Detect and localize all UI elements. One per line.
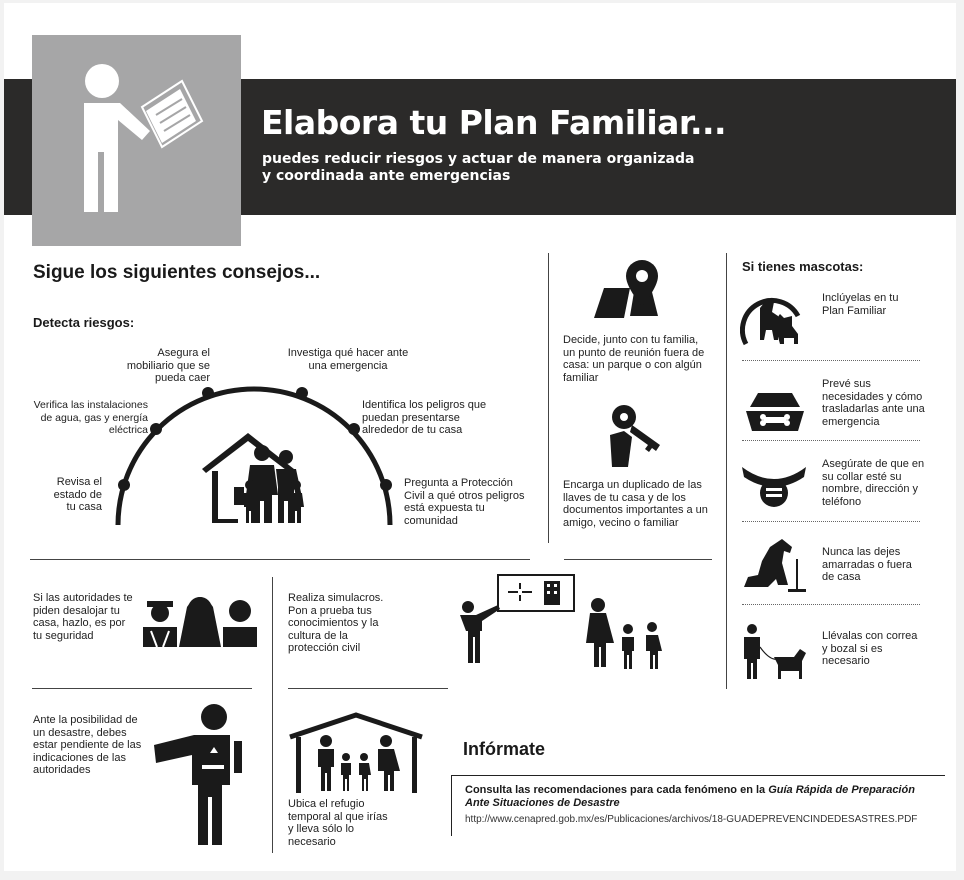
- mascota-item-3: Asegúrate de que en su collar esté su nombre, dirección y teléfono: [822, 458, 925, 508]
- mascota-divider-4: [742, 604, 920, 605]
- simulacros-text: Realiza simulacros. Pon a prueba tus conocimientos y la cultura de la protección civil: [288, 592, 384, 654]
- arc-item-5: Identifica los peligros que puedan presentarse alrededor de tu casa: [362, 399, 487, 436]
- consejos-heading: Sigue los siguientes consejos...: [33, 262, 321, 283]
- desalojar-text: Si las autoridades te piden desalojar tu casa, hazlo, es por tu seguridad: [33, 592, 133, 642]
- llaves-text: Encarga un duplicado de las llaves de tu casa y de los documentos importantes a un amigo, vecino o familiar: [563, 479, 708, 529]
- divider-h4: [288, 688, 448, 689]
- arc-item-2: Verifica las instalaciones de agua, gas y energía eléctrica: [33, 399, 148, 436]
- refugio-text: Ubica el refugio temporal al que irías y lleva sólo lo necesario: [288, 798, 388, 848]
- subtitle-line-1: puedes reducir riesgos y actuar de manera organizada: [262, 151, 695, 167]
- authority-signal-icon: [150, 703, 248, 845]
- key-tag-icon: [606, 403, 668, 471]
- sitting-dog-icon: [740, 537, 808, 599]
- reunion-text: Decide, junto con tu familia, un punto de reunión fuera de casa: un parque o con algún familiar: [563, 334, 705, 384]
- mascotas-heading: Si tienes mascotas:: [742, 259, 864, 274]
- mascota-item-5: Llévalas con correa y bozal si es necesario: [822, 630, 918, 667]
- detecta-heading: Detecta riesgos:: [33, 315, 135, 330]
- consult-text: [465, 784, 935, 810]
- family-icon: [582, 597, 674, 669]
- divider-h1: [30, 559, 530, 560]
- shelter-family-icon: [286, 711, 426, 795]
- page-subtitle: [262, 151, 694, 185]
- page-title: Elabora tu Plan Familiar...: [261, 103, 727, 142]
- pet-collar-icon: [740, 463, 808, 513]
- mascota-item-2: Prevé sus necesidades y cómo trasladarlas ante una emergencia: [822, 378, 925, 428]
- infographic-page: [4, 3, 956, 871]
- subtitle-line-2: y coordinada ante emergencias: [262, 168, 511, 184]
- arc-item-1: Revisa el estado de tu casa: [53, 476, 102, 513]
- divider-middle: [548, 253, 549, 543]
- mascota-item-1: Inclúyelas en tu Plan Familiar: [822, 292, 899, 317]
- arc-item-4: Investiga qué hacer ante una emergencia: [287, 347, 409, 372]
- evacuation-people-icon: [139, 591, 265, 647]
- house-family-icon: [200, 431, 310, 525]
- pendiente-text: Ante la posibilidad de un desastre, debes estar pendiente de las indicaciones de las autoridades: [33, 714, 142, 776]
- mascota-divider-2: [742, 440, 920, 441]
- guide-title: Guía Rápida de Preparación Ante Situaciones de Desastre: [465, 784, 915, 809]
- guide-url-link[interactable]: http://www.cenapred.gob.mx/es/Publicaciones/archivos/18-GUADEPREVENCINDEDESASTRES.PDF: [465, 814, 918, 825]
- consult-box: [451, 775, 945, 836]
- divider-h3: [32, 688, 252, 689]
- consult-prefix: Consulta las recomendaciones para cada fenómeno en la: [465, 784, 766, 796]
- person-walking-dog-icon: [740, 623, 810, 681]
- pet-food-bowl-icon: [744, 385, 806, 435]
- informate-heading: Infórmate: [463, 739, 546, 759]
- mascota-divider-1: [742, 360, 920, 361]
- person-reading-plan-icon: [32, 35, 241, 246]
- hero-image: [32, 35, 241, 246]
- map-pin-icon: [594, 258, 680, 320]
- arc-item-6: Pregunta a Protección Civil a qué otros peligros está expuesta tu comunidad: [404, 477, 525, 527]
- mascota-item-4: Nunca las dejes amarradas o fuera de casa: [822, 546, 912, 583]
- arc-item-3: Asegura el mobiliario que se pueda caer: [126, 347, 210, 384]
- drill-presentation-icon: [452, 571, 578, 667]
- divider-right: [726, 253, 727, 689]
- divider-h2: [564, 559, 712, 560]
- dog-cat-icon: [740, 284, 804, 350]
- mascota-divider-3: [742, 521, 920, 522]
- divider-bottom: [272, 577, 273, 853]
